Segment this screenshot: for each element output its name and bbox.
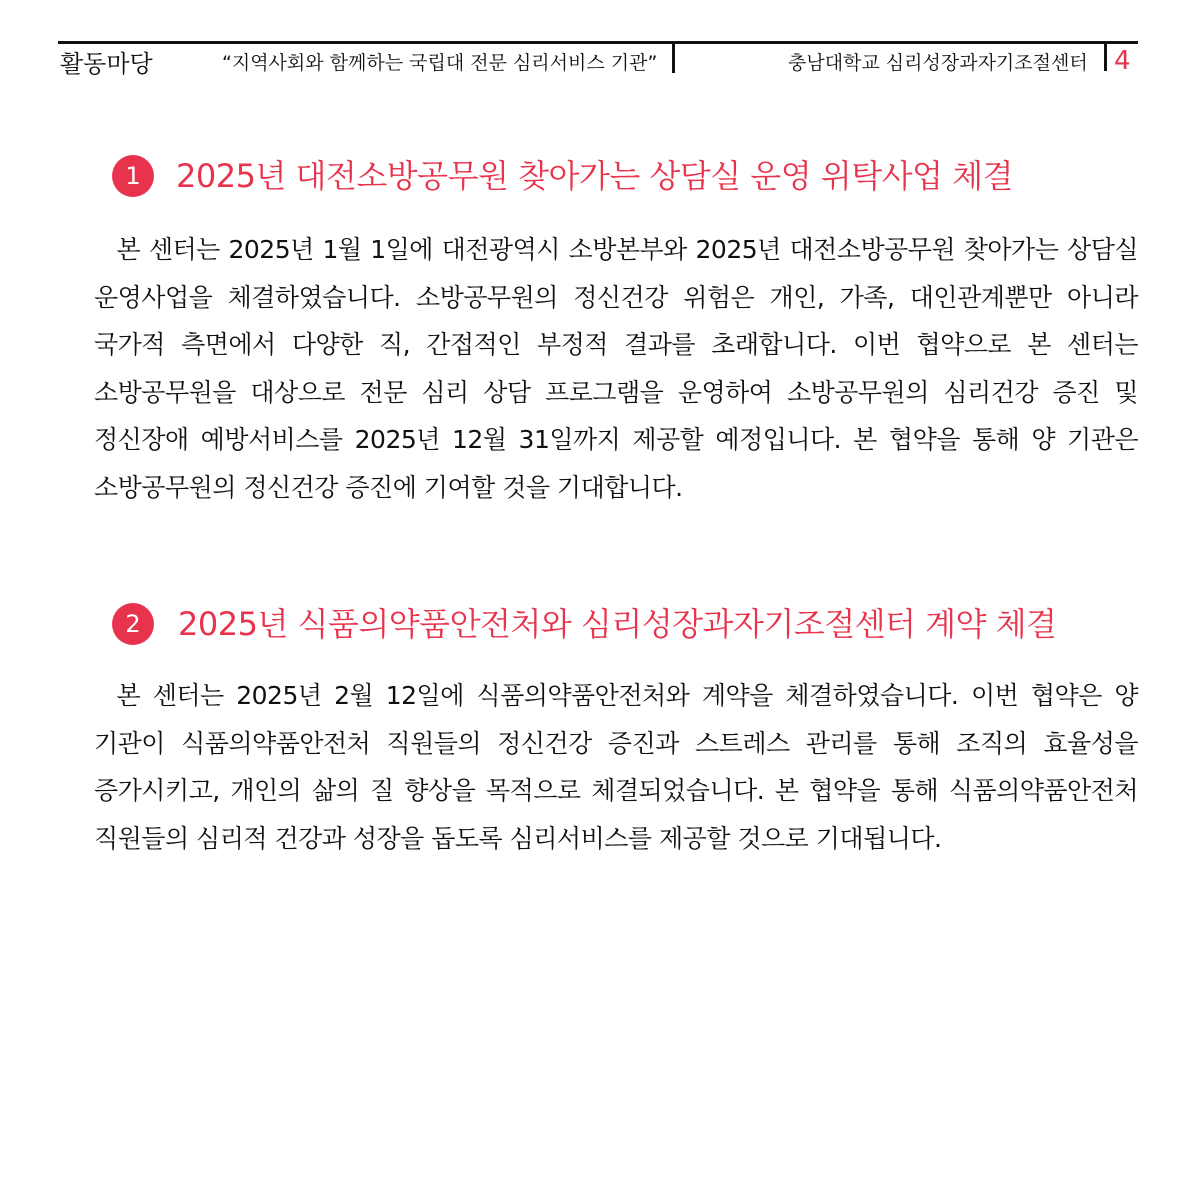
section-1-title: 2025년 대전소방공무원 찾아가는 상담실 운영 위탁사업 체결 bbox=[176, 157, 1013, 195]
section-1-body: 본 센터는 2025년 1월 1일에 대전광역시 소방본부와 2025년 대전소방공무원 찾아가는 상담실 운영사업을 체결하였습니다. 소방공무원의 정신건강 위험은 개인, 가족, 대인관계뿐만 아니라 국가적 측면에서 다양한 직, 간접적인 부정적 결과를 초래합니다. 이번 협약으로 본 센터는 소방공무원을 대상으로 전문 심리 상담 프로그램을 운영하여 소방공무원의 심리건강 증진 및 정신장애 예방서비스를 2025년 12월 31일까지 제공할 예정입니다. 본 협약을 통해 양 기관은 소방공무원의 정신건강 증진에 기여할 것을 기대합니다. bbox=[94, 235, 1138, 502]
section-1-number-badge: 1 bbox=[112, 155, 154, 197]
header-organization: 충남대학교 심리성장과자기조절센터 bbox=[788, 52, 1088, 74]
section-2-body: 본 센터는 2025년 2월 12일에 식품의약품안전처와 계약을 체결하였습니다. 이번 협약은 양 기관이 식품의약품안전처 직원들의 정신건강 증진과 스트레스 관리를 통해 조직의 효율성을 증가시키고, 개인의 삶의 질 향상을 목적으로 체결되었습니다. 본 협약을 통해 식품의약품안전처 직원들의 심리적 건강과 성장을 돕도록 심리서비스를 제공할 것으로 기대됩니다. bbox=[94, 681, 1138, 853]
section-2-number-badge: 2 bbox=[112, 603, 154, 645]
page-number-divider bbox=[1104, 44, 1107, 71]
header-divider bbox=[672, 44, 675, 73]
section-2-title: 2025년 식품의약품안전처와 심리성장과자기조절센터 계약 체결 bbox=[178, 605, 1057, 643]
header-slogan: “지역사회와 함께하는 국립대 전문 심리서비스 기관” bbox=[222, 52, 658, 74]
section-1-heading bbox=[112, 155, 1013, 197]
page-number: 4 bbox=[1114, 46, 1131, 76]
header-rule bbox=[58, 41, 1138, 44]
section-2-heading bbox=[112, 603, 1056, 645]
header-section-label: 활동마당 bbox=[60, 50, 153, 78]
